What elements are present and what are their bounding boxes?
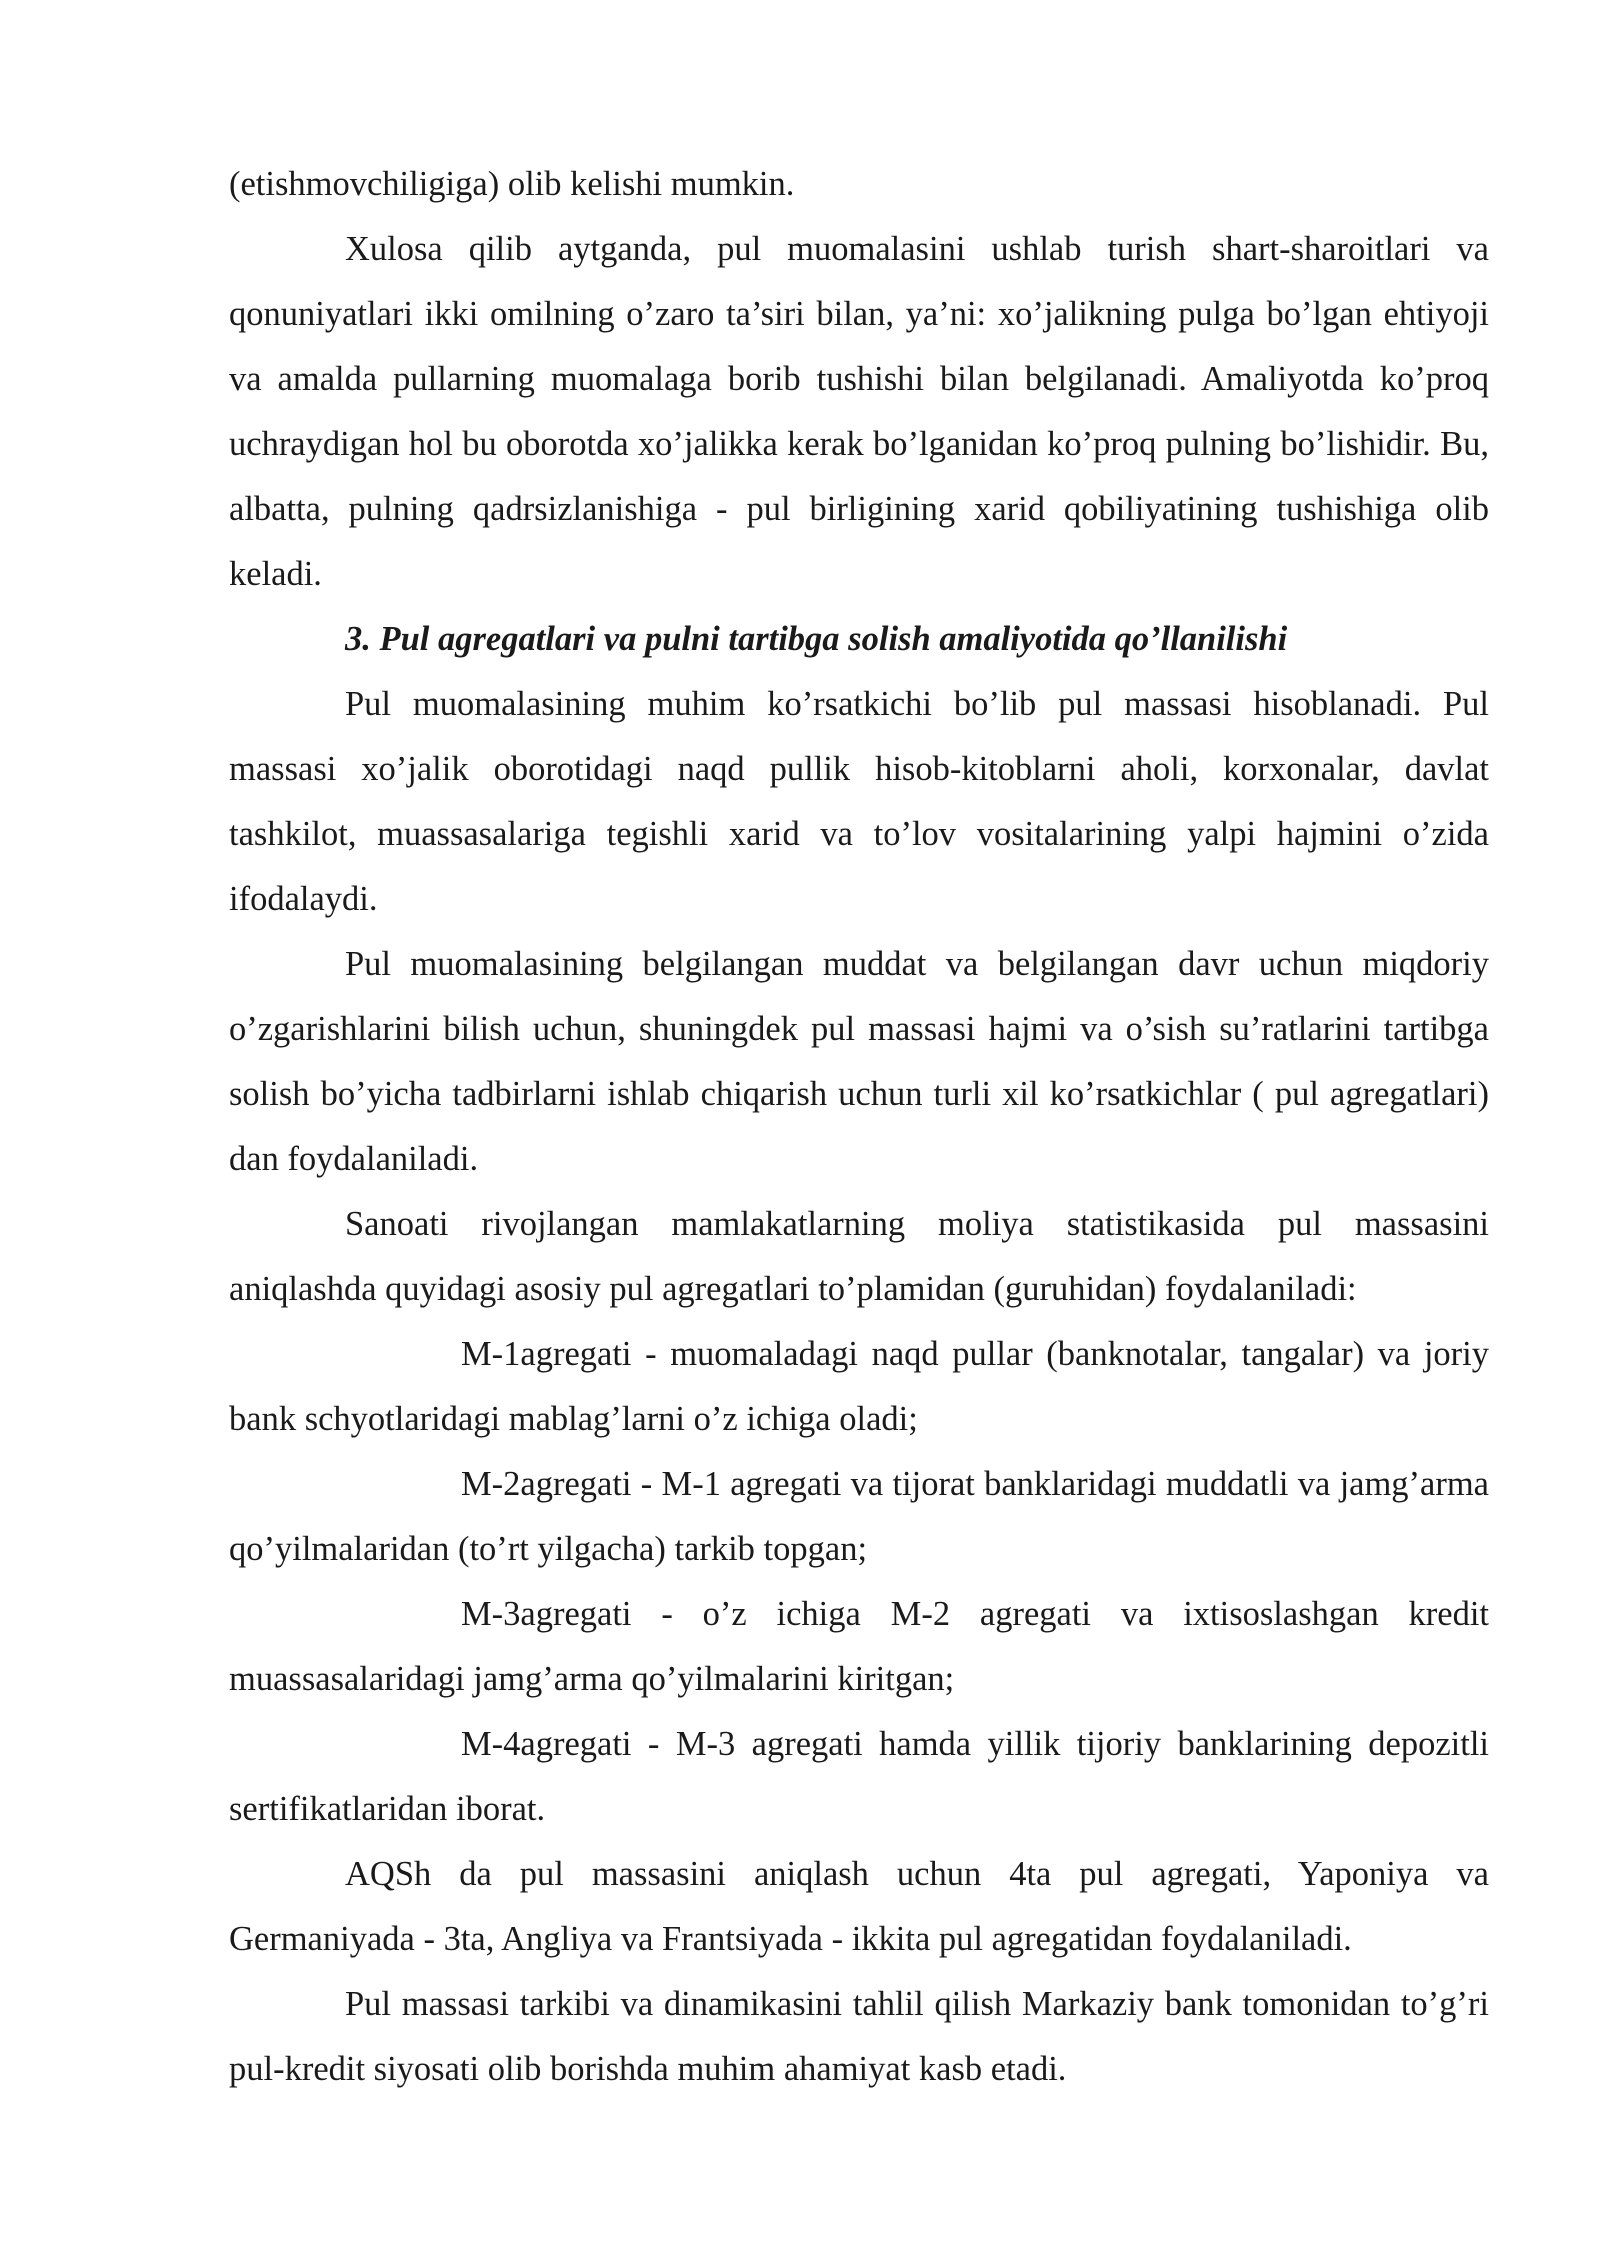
aggregate-m1-text: agregati - muomaladagi naqd pullar (banknotalar, tangalar) va joriy bank schyotlaridagi mablag’larni o’z ichiga oladi; xyxy=(229,1335,1489,1438)
aggregate-m4-item xyxy=(229,1712,1489,1842)
aggregate-m1-item xyxy=(229,1322,1489,1452)
paragraph-conclusion: Xulosa qilib aytganda, pul muomalasini ushlab turish shart-sharoitlari va qonuniyatlari ikki omilning o’zaro ta’siri bilan, ya’ni: xo’jalikning pulga bo’lgan ehtiyoji va amalda pullarning muomalaga borib tushishi bilan belgilanadi. Amaliyotda ko’proq uchraydigan hol bu oborotda xo’jalikka kerak bo’lganidan ko’proq pulning bo’lishidir. Bu, albatta, pulning qadrsizlanishiga - pul birligining xarid qobiliyatining tushishiga olib keladi. xyxy=(229,230,1489,593)
aggregate-m3-text: agregati - o’z ichiga M-2 agregati va ixtisoslashgan kredit muassasalaridagi jamg’arma qo’yilmalarini kiritgan; xyxy=(229,1595,1489,1698)
aggregate-m3-item xyxy=(229,1582,1489,1712)
paragraph-continuation: (etishmovchiligiga) olib kelishi mumkin. xyxy=(229,165,795,203)
paragraph-aggregates-intro: Sanoati rivojlangan mamlakatlarning moliya statistikasida pul massasini aniqlashda quyidagi asosiy pul agregatlari to’plamidan (guruhidan) foydalaniladi: xyxy=(229,1205,1489,1308)
aggregate-m2-label: M-2 xyxy=(461,1465,521,1503)
document-body xyxy=(229,152,1489,2102)
aggregate-m1-label: M-1 xyxy=(461,1335,521,1373)
section-heading: 3. Pul agregatlari va pulni tartibga solish amaliyotida qo’llanilishi xyxy=(345,620,1288,658)
paragraph-country-aggregates: AQSh da pul massasini aniqlash uchun 4ta pul agregati, Yaponiya va Germaniyada - 3ta, Angliya va Frantsiyada - ikkita pul agregatidan foydalaniladi. xyxy=(229,1855,1489,1958)
paragraph-indicators: Pul muomalasining belgilangan muddat va belgilangan davr uchun miqdoriy o’zgarishlarini bilish uchun, shuningdek pul massasi hajmi va o’sish su’ratlarini tartibga solish bo’yicha tadbirlarni ishlab chiqarish uchun turli xil ko’rsatkichlar ( pul agregatlari) dan foydalaniladi. xyxy=(229,945,1489,1178)
aggregate-m3-label: M-3 xyxy=(461,1595,521,1633)
aggregate-m4-text: agregati - M-3 agregati hamda yillik tijoriy banklarining depozitli sertifikatlaridan iborat. xyxy=(229,1725,1489,1828)
aggregate-m2-text: agregati - M-1 agregati va tijorat banklaridagi muddatli va jamg’arma qo’yilmalaridan (to’rt yilgacha) tarkib topgan; xyxy=(229,1465,1489,1568)
aggregate-m4-label: M-4 xyxy=(461,1725,521,1763)
paragraph-money-mass: Pul muomalasining muhim ko’rsatkichi bo’lib pul massasi hisoblanadi. Pul massasi xo’jalik oborotidagi naqd pullik hisob-kitoblarni aholi, korxonalar, davlat tashkilot, muassasalariga tegishli xarid va to’lov vositalarining yalpi hajmini o’zida ifodalaydi. xyxy=(229,685,1489,918)
aggregate-m2-item xyxy=(229,1452,1489,1582)
paragraph-central-bank: Pul massasi tarkibi va dinamikasini tahlil qilish Markaziy bank tomonidan to’g’ri pul-kredit siyosati olib borishda muhim ahamiyat kasb etadi. xyxy=(229,1985,1489,2088)
